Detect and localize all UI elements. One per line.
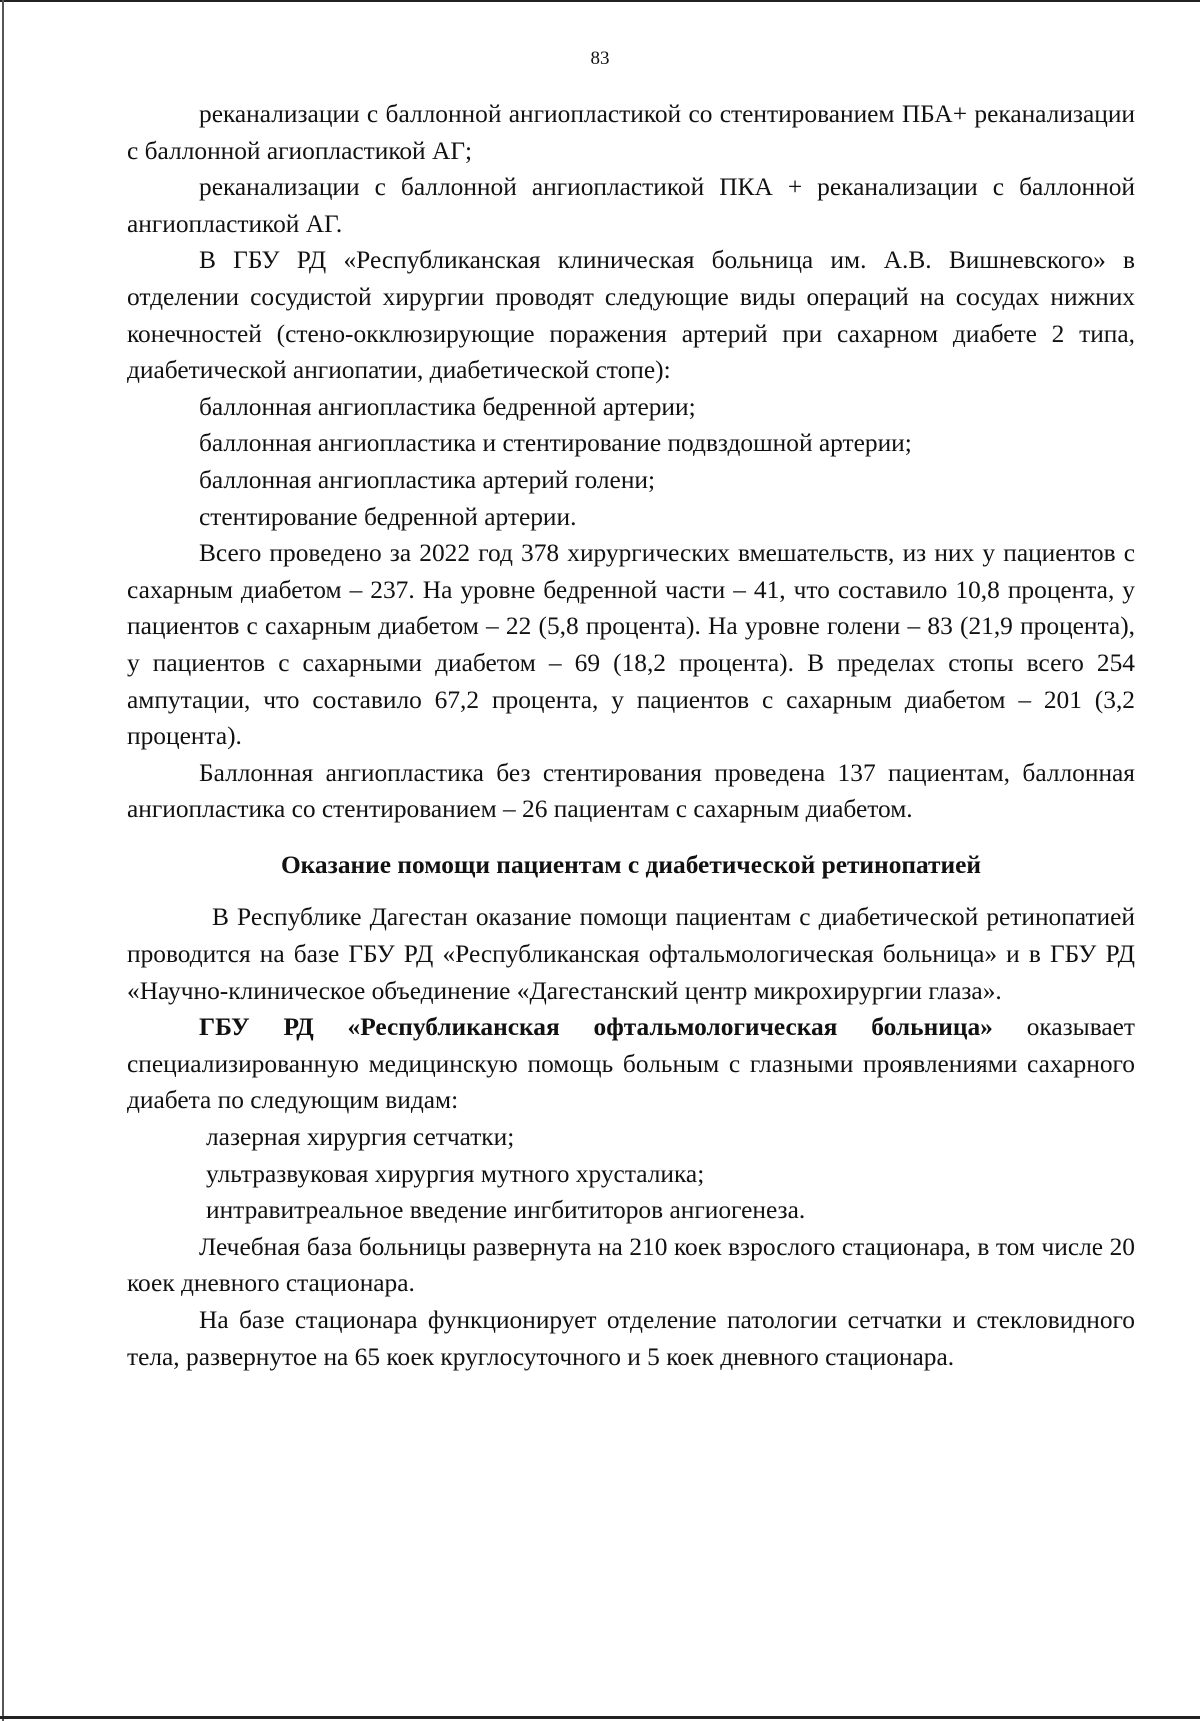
scan-border-left bbox=[2, 0, 4, 1721]
page-number: 83 bbox=[590, 48, 610, 69]
paragraph-retinopathy-intro: В Республике Дагестан оказание помощи пациентам с диабетической ретинопатией проводится на базе ГБУ РД «Республиканская офтальмологическая больница» и в ГБУ РД «Научно-клиническое объединение «Дагестанский центр микрохирургии глаза». bbox=[127, 903, 1135, 1005]
paragraph-vishnevsky-hospital: В ГБУ РД «Республиканская клиническая больница им. А.В. Вишневского» в отделении сосудистой хирургии проводят следующие виды операций на сосудах нижних конечностей (стено-окклюзирующие поражения артерий при сахарном диабете 2 типа, диабетической ангиопатии, диабетической стопе): bbox=[127, 246, 1135, 385]
paragraph-ophthalmology-hospital bbox=[127, 1009, 1135, 1119]
paragraph-retina-department: На базе стационара функционирует отделение патологии сетчатки и стекловидного тела, развернутое на 65 коек круглосуточного и 5 коек дневного стационара. bbox=[127, 1306, 1135, 1371]
scan-border-top bbox=[0, 0, 1200, 2]
list-item-operation: баллонная ангиопластика бедренной артерии; bbox=[199, 392, 696, 421]
scan-border-bottom bbox=[0, 1716, 1200, 1719]
document-body bbox=[127, 96, 1135, 1375]
list-item-operation: баллонная ангиопластика и стентирование подвздошной артерии; bbox=[199, 429, 912, 458]
list-item-eye-service: ультразвуковая хирургия мутного хрусталика; bbox=[206, 1159, 705, 1188]
list-item-eye-service: лазерная хирургия сетчатки; bbox=[206, 1123, 515, 1152]
paragraph-recanalization-pba: реканализации с баллонной ангиопластикой со стентированием ПБА+ реканализации с баллонной агиопластикой АГ; bbox=[127, 100, 1135, 165]
paragraph-recanalization-pka: реканализации с баллонной ангиопластикой ПКА + реканализации с баллонной ангиопластикой АГ. bbox=[127, 173, 1135, 238]
hospital-name-bold: ГБУ РД «Республиканская офтальмологическая больница» bbox=[199, 1013, 993, 1042]
section-heading-retinopathy: Оказание помощи пациентам с диабетической ретинопатией bbox=[280, 850, 982, 879]
list-item-operation: баллонная ангиопластика артерий голени; bbox=[199, 465, 656, 494]
hospital-description: оказывает специализированную медицинскую помощь больным с глазными проявлениями сахарного диабета по следующим видам: bbox=[127, 1013, 1135, 1115]
list-item-eye-service: интравитреальное введение ингбититоров ангиогенеза. bbox=[206, 1196, 806, 1225]
paragraph-angioplasty-summary: Баллонная ангиопластика без стентирования проведена 137 пациентам, баллонная ангиопластика со стентированием – 26 пациентам с сахарным диабетом. bbox=[127, 758, 1135, 824]
list-item-operation: стентирование бедренной артерии. bbox=[199, 502, 577, 531]
paragraph-surgery-statistics: Всего проведено за 2022 год 378 хирургических вмешательств, из них у пациентов с сахарным диабетом – 237. На уровне бедренной части – 41, что составило 10,8 процента, у пациентов с сахарным диабетом – 22 (5,8 процента). На уровне голени – 83 (21,9 процента), у пациентов с сахарными диабетом – 69 (18,2 процента). В пределах стопы всего 254 ампутации, что составило 67,2 процента, у пациентов с сахарным диабетом – 201 (3,2 процента). bbox=[127, 539, 1135, 751]
paragraph-hospital-beds: Лечебная база больницы развернута на 210 коек взрослого стационара, в том числе 20 коек дневного стационара. bbox=[127, 1232, 1135, 1298]
